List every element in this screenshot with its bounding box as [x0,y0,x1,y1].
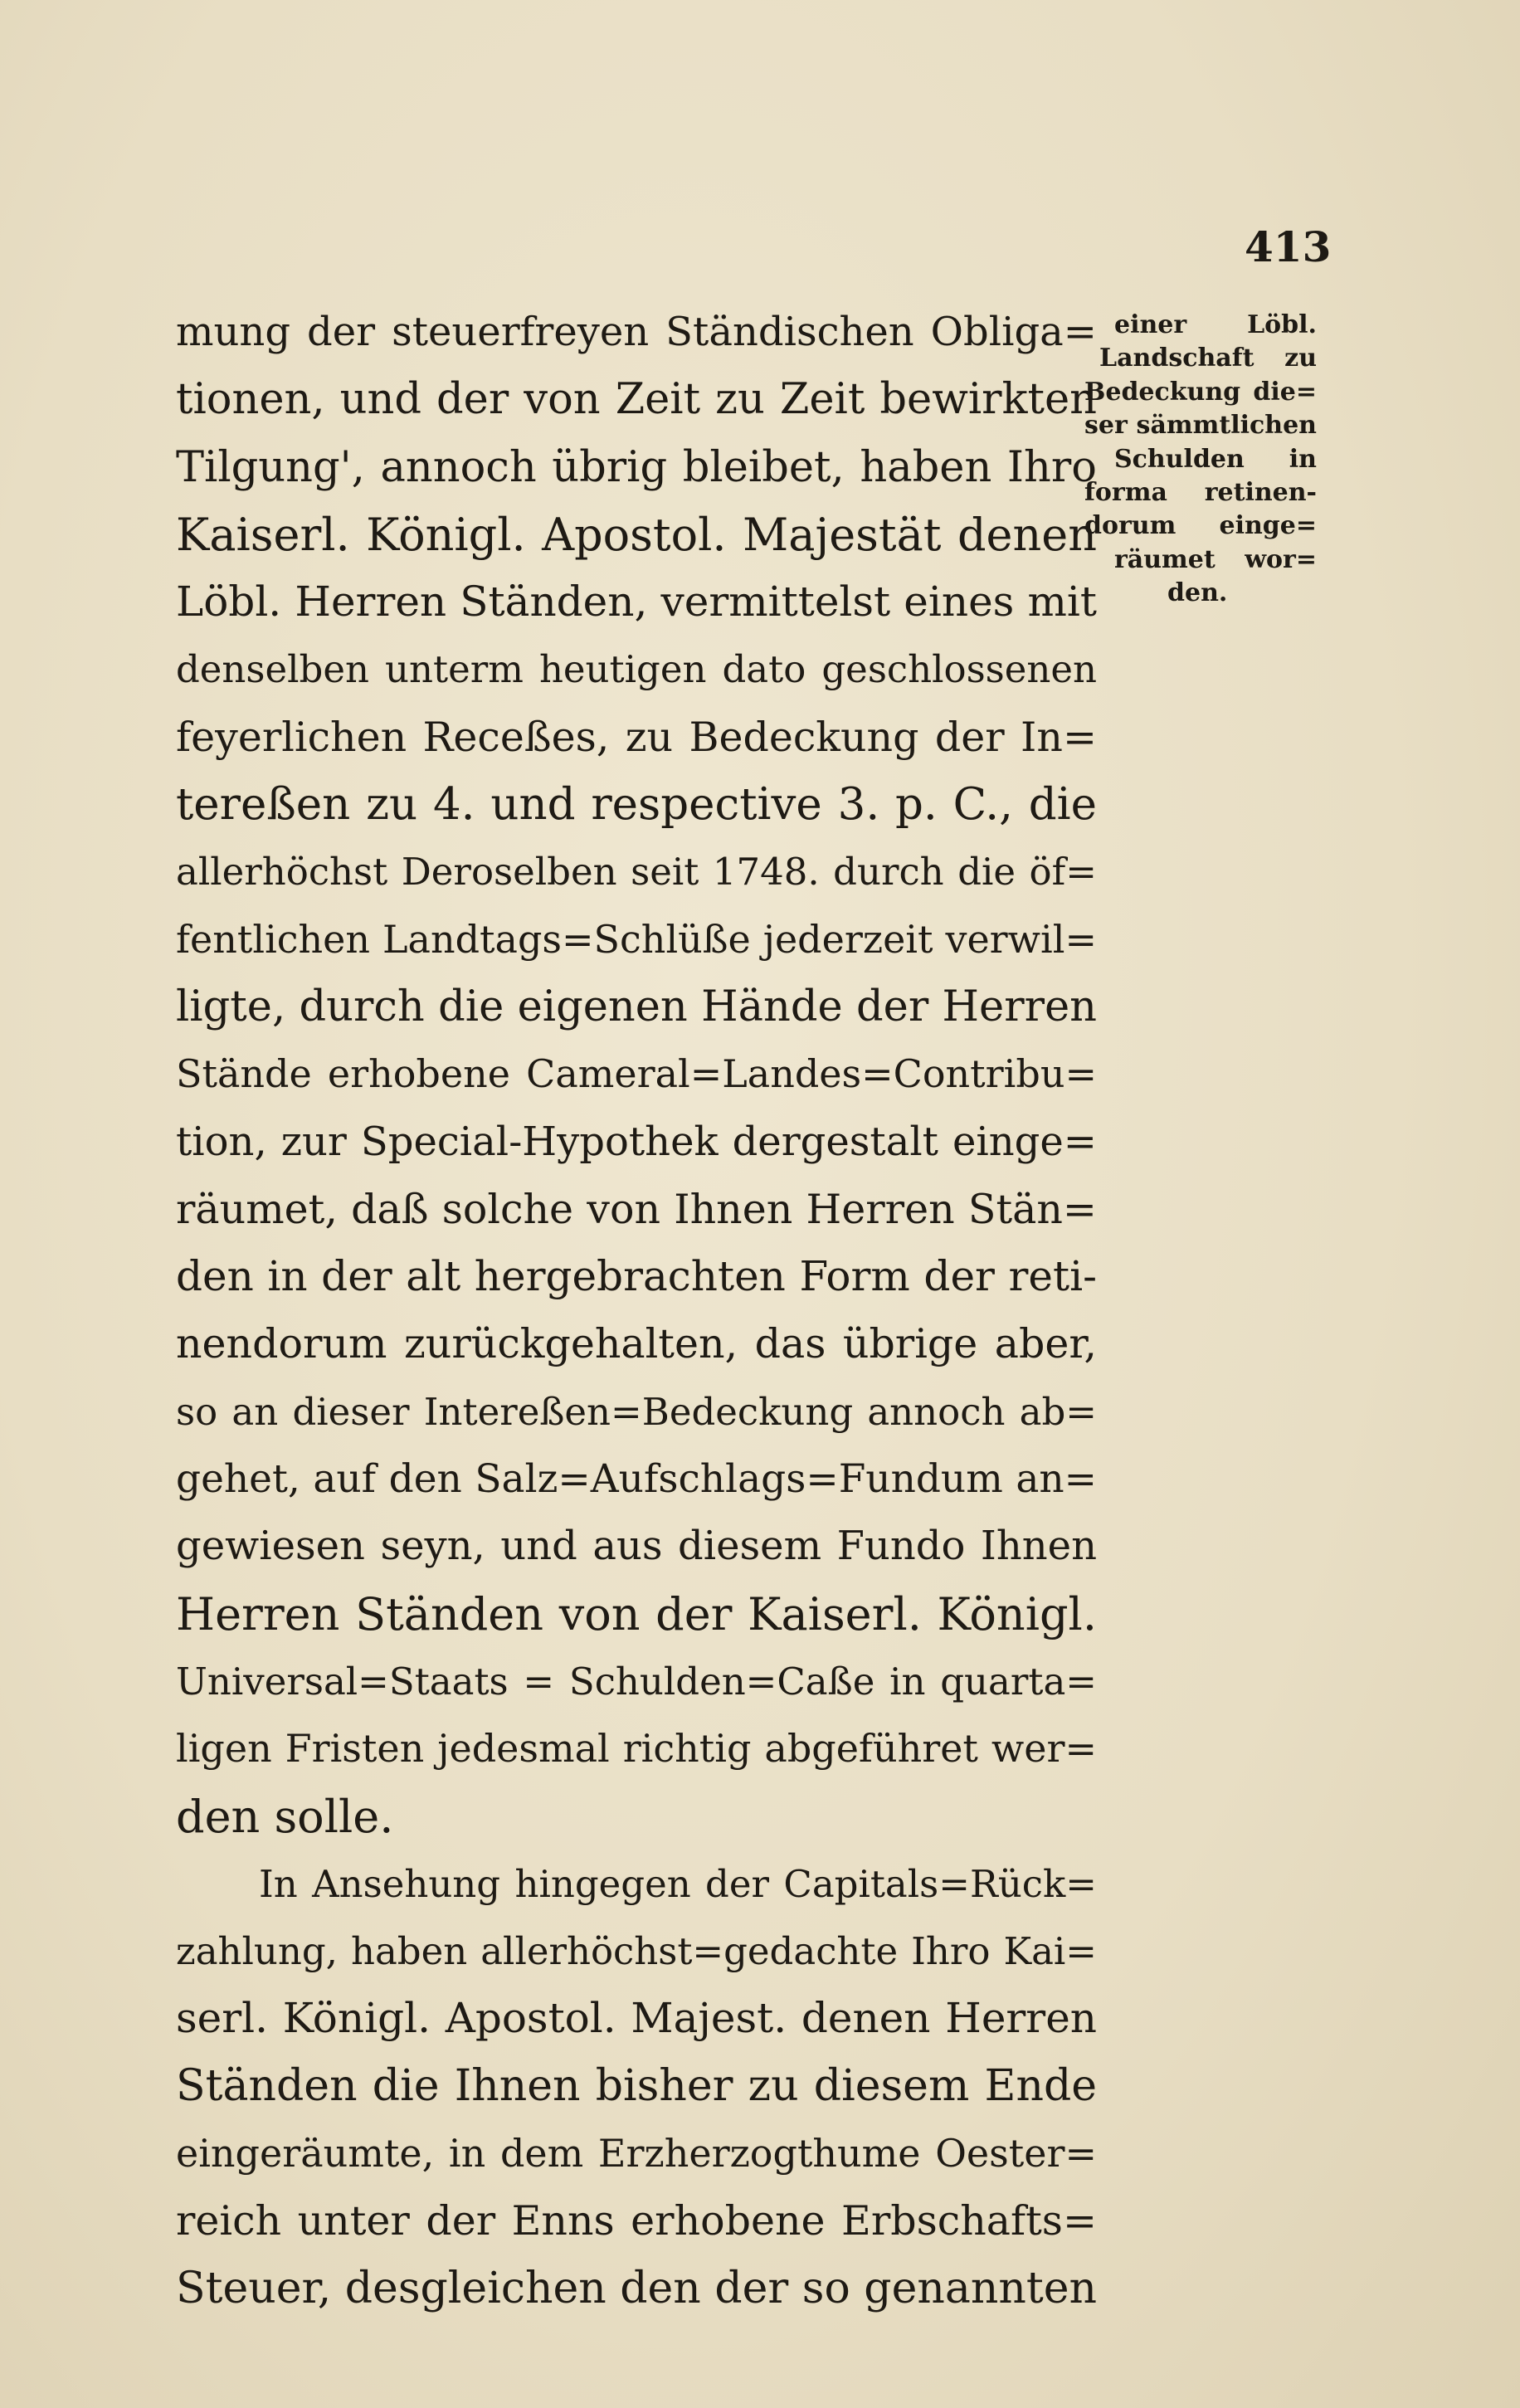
text-line: Ständen die Ihnen bisher zu diesem Ende [176,2060,1097,2111]
page-number: 413 [1245,222,1332,271]
text-line: serl. Königl. Apostol. Majest. denen Herren [176,1994,1097,2043]
text-line: den in der alt hergebrachten Form der reti- [176,1252,1097,1301]
text-line: tereßen zu 4. und respective 3. p. C., die [176,779,1097,831]
text-line: nendorum zurückgehalten, das übrige aber, [176,1320,1097,1368]
margin-line: einer Löbl. [1114,310,1317,339]
text-line: Universal=Staats = Schulden=Caße in quarta= [176,1659,1097,1704]
text-line: eingeräumte, in dem Erzherzogthume Oester= [176,2131,1097,2176]
text-line: Tilgung', annoch übrig bleibet, haben Ihro [176,442,1097,492]
text-line: den solle. [176,1790,394,1843]
text-line: allerhöchst Deroselben seit 1748. durch die öf= [176,850,1097,894]
text-line: ligen Fristen jedesmal richtig abgeführet wer= [176,1726,1097,1772]
text-line: Stände erhobene Cameral=Landes=Contribu= [176,1051,1097,1097]
text-line: ligte, durch die eigenen Hände der Herren [176,982,1097,1031]
margin-line: ser sämmtlichen [1084,411,1317,441]
text-line: tion, zur Special-Hypothek dergestalt einge= [176,1118,1097,1165]
text-line: tionen, und der von Zeit zu Zeit bewirkten [176,375,1097,425]
text-line: fentlichen Landtags=Schlüße jederzeit verwil= [176,916,1097,962]
margin-line: den. [1167,578,1228,608]
text-line: Herren Ständen von der Kaiserl. Königl. [176,1587,1097,1640]
margin-line: dorum einge= [1084,511,1317,541]
text-line: so an dieser Intereßen=Bedeckung annoch ab= [176,1389,1097,1434]
margin-line: Schulden in [1114,444,1317,474]
text-line: denselben unterm heutigen dato geschlossenen [176,647,1097,692]
text-line: Steuer, desgleichen den der so genannten [176,2263,1097,2313]
text-line: feyerlichen Receßes, zu Bedeckung der In= [176,713,1097,761]
text-line: räumet, daß solche von Ihnen Herren Stän= [176,1185,1097,1233]
text-line: In Ansehung hingegen der Capitals=Rück= [259,1861,1097,1906]
margin-line: forma retinen- [1084,477,1317,507]
main-text-column [176,299,1097,2323]
text-line: zahlung, haben allerhöchst=gedachte Ihro Kai= [176,1929,1097,1974]
margin-line: Landschaft zu [1099,344,1317,373]
margin-line: räumet wor= [1114,544,1317,574]
text-line: mung der steuerfreyen Ständischen Obliga= [176,309,1097,355]
text-line: gewiesen seyn, und aus diesem Fundo Ihnen [176,1523,1097,1570]
text-line: Löbl. Herren Ständen, vermittelst eines mit [176,578,1097,626]
text-line: reich unter der Enns erhobene Erbschafts= [176,2197,1097,2245]
text-line: Kaiserl. Königl. Apostol. Majestät denen [176,508,1097,561]
text-line: gehet, auf den Salz=Aufschlags=Fundum an= [176,1456,1097,1503]
margin-line: Bedeckung die= [1084,377,1317,407]
margin-note [1084,309,1317,611]
